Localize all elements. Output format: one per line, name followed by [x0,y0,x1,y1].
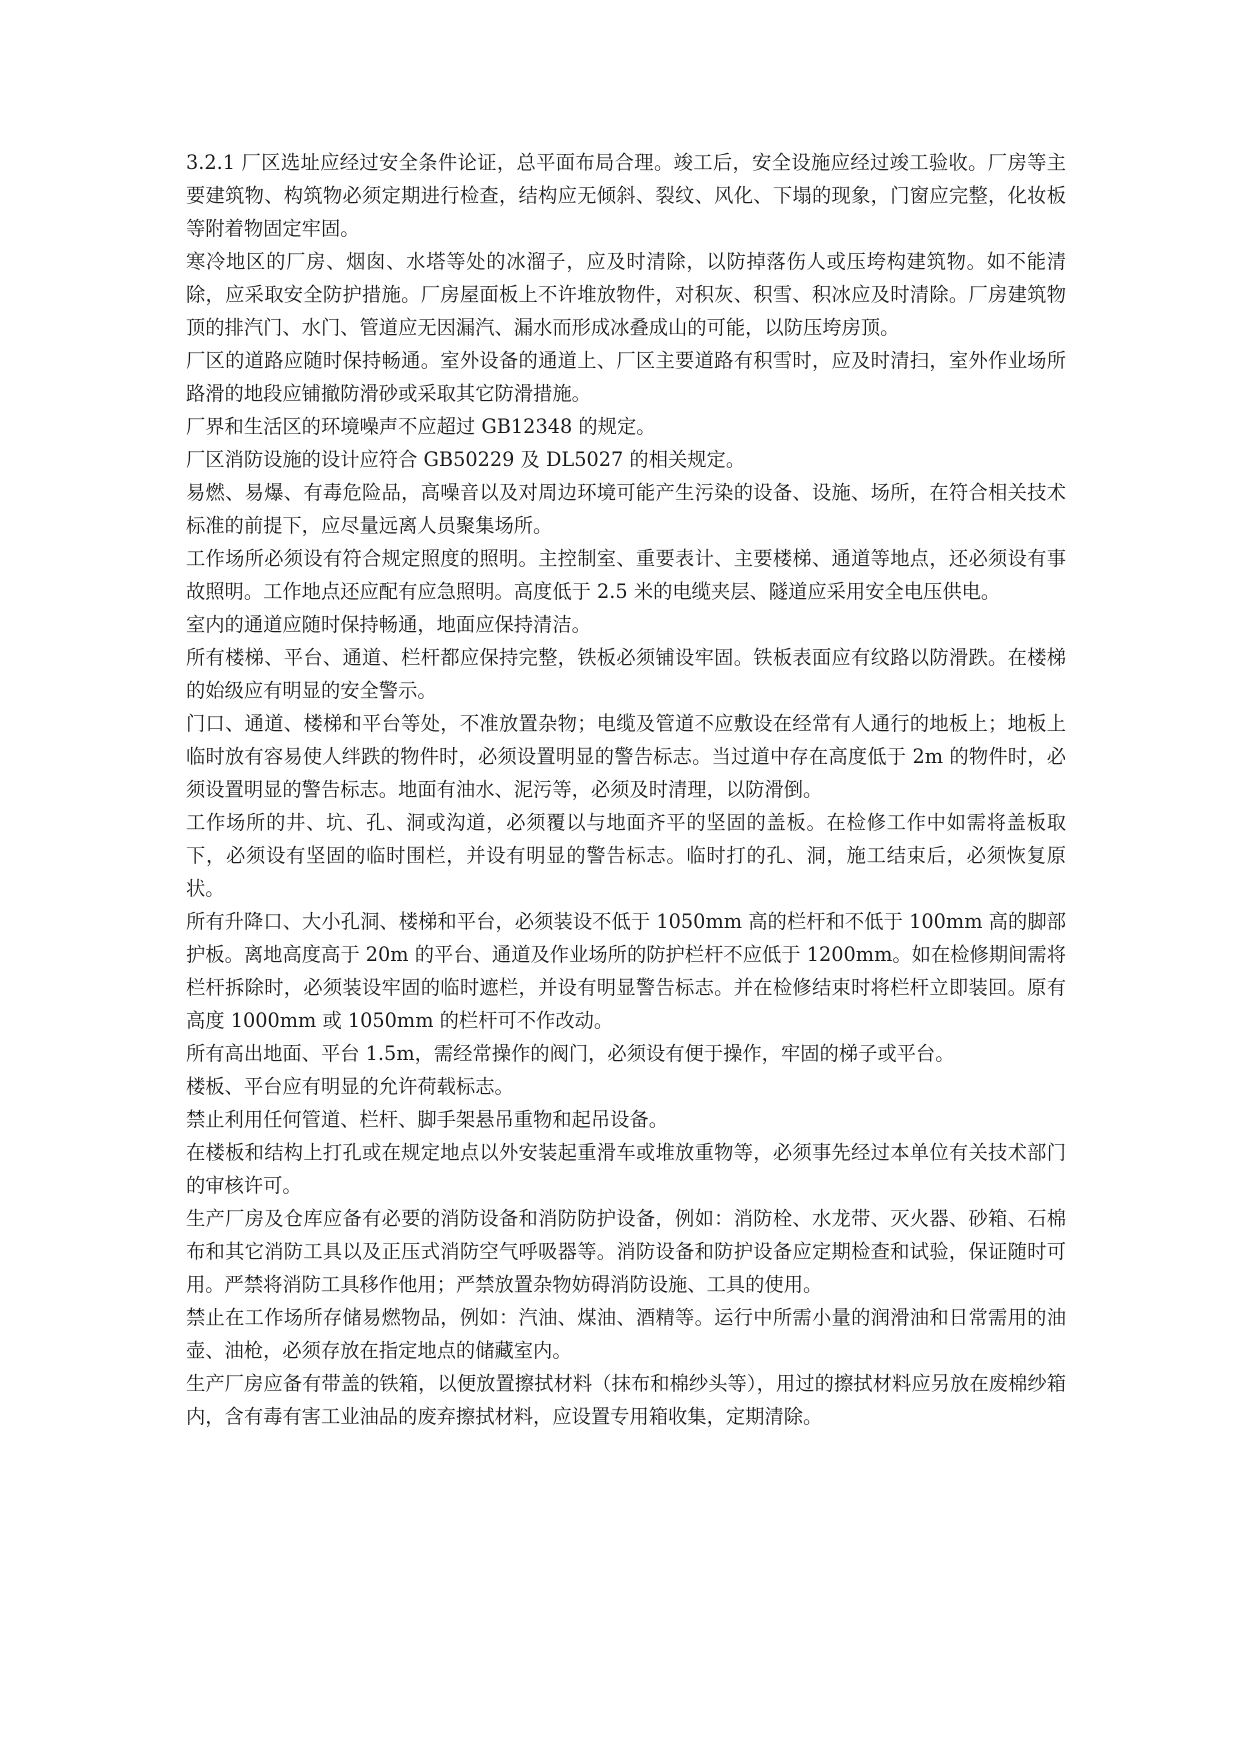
paragraph-fire-equipment: 生产厂房及仓库应备有必要的消防设备和消防防护设备，例如：消防栓、水龙带、灭火器、砂箱、石棉布和其它消防工具以及正压式消防空气呼吸器等。消防设备和防护设备应定期检查和试验，保证随时可用。严禁将消防工具移作他用；严禁放置杂物妨碍消防设施、工具的使用。 [186,1207,1066,1296]
paragraph-load-signs: 楼板、平台应有明显的允许荷载标志。 [186,1075,514,1098]
paragraph-drilling-approval: 在楼板和结构上打孔或在规定地点以外安装起重滑车或堆放重物等，必须事先经过本单位有关技术部门的审核许可。 [186,1141,1066,1197]
paragraph-railings: 所有升降口、大小孔洞、楼梯和平台，必须装设不低于 1050mm 高的栏杆和不低于 100mm 高的脚部护板。离地高度高于 20m 的平台、通道及作业场所的防护栏杆不应低于 1200mm。如在检修期间需将栏杆拆除时，必须装设牢固的临时遮栏，并设有明显警告标志。并在检修结束时将栏杆立即装回。原有高度 1000mm 或 1050mm 的栏杆可不作改动。 [186,910,1066,1032]
paragraph-indoor-passage: 室内的通道应随时保持畅通，地面应保持清洁。 [186,613,591,636]
paragraph-stairs-platforms: 所有楼梯、平台、通道、栏杆都应保持完整，铁板必须铺设牢固。铁板表面应有纹路以防滑跌。在楼梯的始级应有明显的安全警示。 [186,646,1066,702]
paragraph-flammable-storage: 禁止在工作场所存储易燃物品，例如：汽油、煤油、酒精等。运行中所需小量的润滑油和日常需用的油壶、油枪，必须存放在指定地点的储藏室内。 [186,1306,1066,1362]
paragraph-lighting: 工作场所必须设有符合规定照度的照明。主控制室、重要表计、主要楼梯、通道等地点，还必须设有事故照明。工作地点还应配有应急照明。高度低于 2.5 米的电缆夹层、隧道应采用安全电压供电。 [186,547,1066,603]
paragraph-noise-limit: 厂界和生活区的环境噪声不应超过 GB12348 的规定。 [186,415,656,438]
paragraph-elevated-valves: 所有高出地面、平台 1.5m，需经常操作的阀门，必须设有便于操作，牢固的梯子或平台。 [186,1042,955,1065]
paragraph-site-selection: 3.2.1 厂区选址应经过安全条件论证，总平面布局合理。竣工后，安全设施应经过竣工验收。厂房等主要建筑物、构筑物必须定期进行检查，结构应无倾斜、裂纹、风化、下塌的现象，门窗应完整，化妆板等附着物固定牢固。 [186,151,1066,240]
paragraph-hazardous-materials: 易燃、易爆、有毒危险品，高噪音以及对周边环境可能产生污染的设备、设施、场所，在符合相关技术标准的前提下，应尽量远离人员聚集场所。 [186,481,1066,537]
document-body [186,146,1066,1433]
paragraph-fire-design: 厂区消防设施的设计应符合 GB50229 及 DL5027 的相关规定。 [186,448,746,471]
paragraph-road-access: 厂区的道路应随时保持畅通。室外设备的通道上、厂区主要道路有积雪时，应及时清扫，室外作业场所路滑的地段应铺撤防滑砂或采取其它防滑措施。 [186,349,1066,405]
paragraph-no-hanging-loads: 禁止利用任何管道、栏杆、脚手架悬吊重物和起吊设备。 [186,1108,669,1131]
paragraph-cold-region-ice: 寒冷地区的厂房、烟囱、水塔等处的冰溜子，应及时清除，以防掉落伤人或压垮构建筑物。如不能清除，应采取安全防护措施。厂房屋面板上不许堆放物件，对积灰、积雪、积冰应及时清除。厂房建筑物顶的排汽门、水门、管道应无因漏汽、漏水而形成冰叠成山的可能，以防压垮房顶。 [186,250,1066,339]
paragraph-wiping-materials: 生产厂房应备有带盖的铁箱，以便放置擦拭材料（抹布和棉纱头等），用过的擦拭材料应另放在废棉纱箱内，含有毒有害工业油品的废弃擦拭材料，应设置专用箱收集，定期清除。 [186,1372,1066,1428]
paragraph-doorways-obstacles: 门口、通道、楼梯和平台等处，不准放置杂物；电缆及管道不应敷设在经常有人通行的地板上；地板上临时放有容易使人绊跌的物件时，必须设置明显的警告标志。当过道中存在高度低于 2m 的物件时，必须设置明显的警告标志。地面有油水、泥污等，必须及时清理，以防滑倒。 [186,712,1066,801]
paragraph-pits-covers: 工作场所的井、坑、孔、洞或沟道，必须覆以与地面齐平的坚固的盖板。在检修工作中如需将盖板取下，必须设有坚固的临时围栏，并设有明显的警告标志。临时打的孔、洞，施工结束后，必须恢复原状。 [186,811,1066,900]
